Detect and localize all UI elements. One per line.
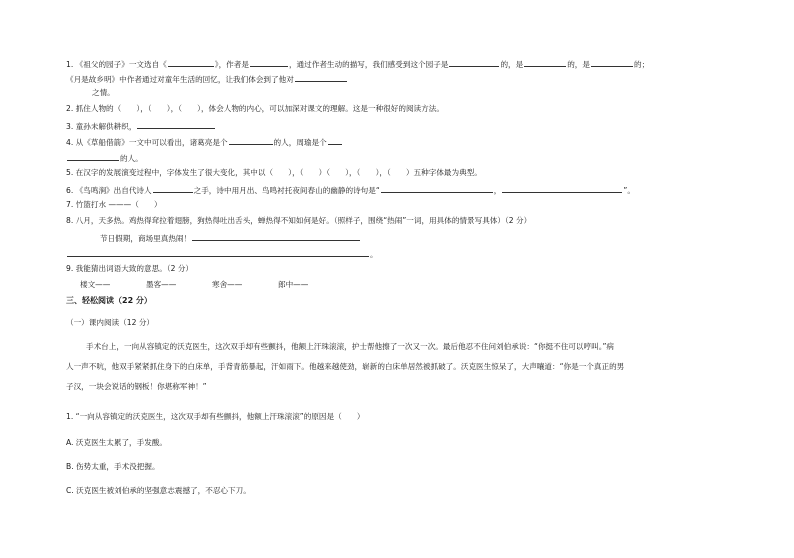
q6-blank-verse-2[interactable] — [502, 184, 622, 193]
question-6 — [66, 184, 635, 196]
option-c[interactable] — [66, 486, 251, 496]
q1-text-a: 1. 《祖父的园子》一文选自《 — [66, 60, 167, 69]
question-5 — [66, 168, 482, 178]
q9-word-1: 楼文—— — [80, 280, 111, 289]
q6-blank-verse-1[interactable] — [381, 184, 493, 193]
passage-line-2 — [66, 362, 624, 372]
q8-text-c: 。 — [370, 250, 378, 259]
section-3-heading — [66, 296, 152, 306]
question-7 — [66, 200, 162, 210]
subsection-1-heading — [66, 318, 154, 328]
q6-text-b: 之手，诗中用月出、鸟鸣衬托夜间春山的幽静的诗句是“ — [193, 186, 380, 195]
q1-text-h: 之情。 — [92, 88, 115, 97]
q1-text-c: ，通过作者生动的描写，我们感受到这个园子是 — [288, 60, 449, 69]
section-3-title: 三、轻松阅读（22 分） — [66, 296, 152, 305]
q1-blank-moon[interactable] — [295, 73, 347, 82]
q1-text-g: 《月是故乡明》中作者通过对童年生活的回忆，让我们体会到了他对 — [66, 75, 294, 84]
q9-text: 9. 我能猜出词语大致的意思。（2 分） — [66, 264, 194, 273]
q7-text: 7. 竹篮打水 ———（ ） — [66, 200, 162, 209]
subsection-1-title: （一）课内阅读（12 分） — [66, 318, 155, 327]
option-c-text: C. 沃克医生被刘伯承的坚强意志震撼了，不忍心下刀。 — [66, 486, 251, 495]
q8-text-a: 8. 八月，天多热。鸡热得耷拉着翅膀，狗热得吐出舌头，蝉热得不知如何是好。（照样子，围绕“热闹”一词，用具体的情景写具体）（2 分） — [66, 216, 532, 225]
q9-word-2: 墨客—— — [146, 280, 177, 289]
question-1-line-2 — [66, 73, 348, 85]
reading-question-1 — [66, 412, 365, 422]
q1-blank-garden-1[interactable] — [449, 58, 499, 67]
q6-blank-poet[interactable] — [153, 184, 193, 193]
q3-text: 3. 童孙未解供耕织， — [66, 122, 137, 131]
question-9 — [66, 264, 193, 274]
q8-blank-b[interactable] — [67, 248, 369, 257]
passage-line-3 — [66, 382, 207, 392]
question-1-line-3 — [92, 88, 115, 98]
q1-text-d: 的，是 — [500, 60, 524, 69]
q8-blank-a[interactable] — [192, 232, 360, 241]
q4-blank-zhouyu-b[interactable] — [67, 152, 119, 161]
q8-text-b: 节日假期，商场里真热闹！ — [100, 234, 192, 243]
q1-text-b: 》，作者是 — [214, 60, 249, 69]
q4-blank-zhuge[interactable] — [229, 136, 273, 145]
q9-word-4: 郎中—— — [278, 280, 309, 289]
q4-text-b: 的人，周瑜是个 — [273, 138, 327, 147]
option-a[interactable] — [66, 438, 167, 448]
question-8-line-3 — [66, 248, 378, 260]
passage-text-1: 手术台上，一向从容镇定的沃克医生，这次双手却有些颤抖，他额上汗珠滚滚，护士帮他擦了一次又一次。最后他忍不住问刘伯承说：“你挺不住可以哼叫。”病 — [86, 342, 615, 351]
q4-blank-zhouyu-a[interactable] — [328, 136, 342, 145]
option-b-text: B. 伤势太重，手术没把握。 — [66, 462, 160, 471]
q9-word-3: 寒舍—— — [212, 280, 243, 289]
q1-blank-book[interactable] — [168, 58, 214, 67]
q1-blank-garden-3[interactable] — [591, 58, 633, 67]
question-8-line-1 — [66, 216, 531, 226]
question-2 — [66, 104, 444, 114]
question-4-line-2 — [66, 152, 143, 164]
q6-text-a: 6. 《鸟鸣涧》出自代诗人 — [66, 186, 152, 195]
q3-blank[interactable] — [137, 120, 215, 129]
q4-text-c: 的人。 — [120, 154, 143, 163]
question-3 — [66, 120, 216, 132]
question-4-line-1 — [66, 136, 343, 148]
option-b[interactable] — [66, 462, 160, 472]
passage-text-3: 子汉，一块会说话的钢板！你堪称军神！” — [66, 382, 207, 391]
q6-text-c: ， — [493, 186, 502, 195]
question-9-words — [80, 280, 344, 290]
passage-line-1 — [86, 342, 614, 352]
q1-blank-garden-2[interactable] — [524, 58, 566, 67]
q6-text-d: ”。 — [623, 186, 635, 195]
q4-text-a: 4. 从《草船借箭》一文中可以看出，诸葛亮是个 — [66, 138, 228, 147]
passage-text-2: 人一声不吭，他双手紧紧抓住身下的白床单，手背青筋暴起，汗如雨下。他越来越使劲，崭新的白床单居然被抓破了。沃克医生惊呆了，大声嚷道：“你是一个真正的男 — [66, 362, 625, 371]
question-1-line-1 — [66, 58, 649, 70]
q2-text: 2. 抓住人物的（ ），（ ），（ ），体会人物的内心，可以加深对课文的理解。这是一种很好的阅读方法。 — [66, 104, 444, 113]
q1-text-e: 的，是 — [567, 60, 590, 69]
reading-question-1-text: 1. “一向从容镇定的沃克医生，这次双手却有些颤抖，他额上汗珠滚滚”的原因是（ ） — [66, 412, 365, 421]
option-a-text: A. 沃克医生太累了，手发酸。 — [66, 438, 168, 447]
q5-text: 5. 在汉字的发展演变过程中，字体发生了很大变化，其中以（ ），（ ）（ ），（ ），（ ）五种字体最为典型。 — [66, 168, 482, 177]
question-8-line-2 — [100, 232, 361, 244]
q1-blank-author[interactable] — [250, 58, 288, 67]
q1-text-f: 的； — [634, 60, 650, 69]
